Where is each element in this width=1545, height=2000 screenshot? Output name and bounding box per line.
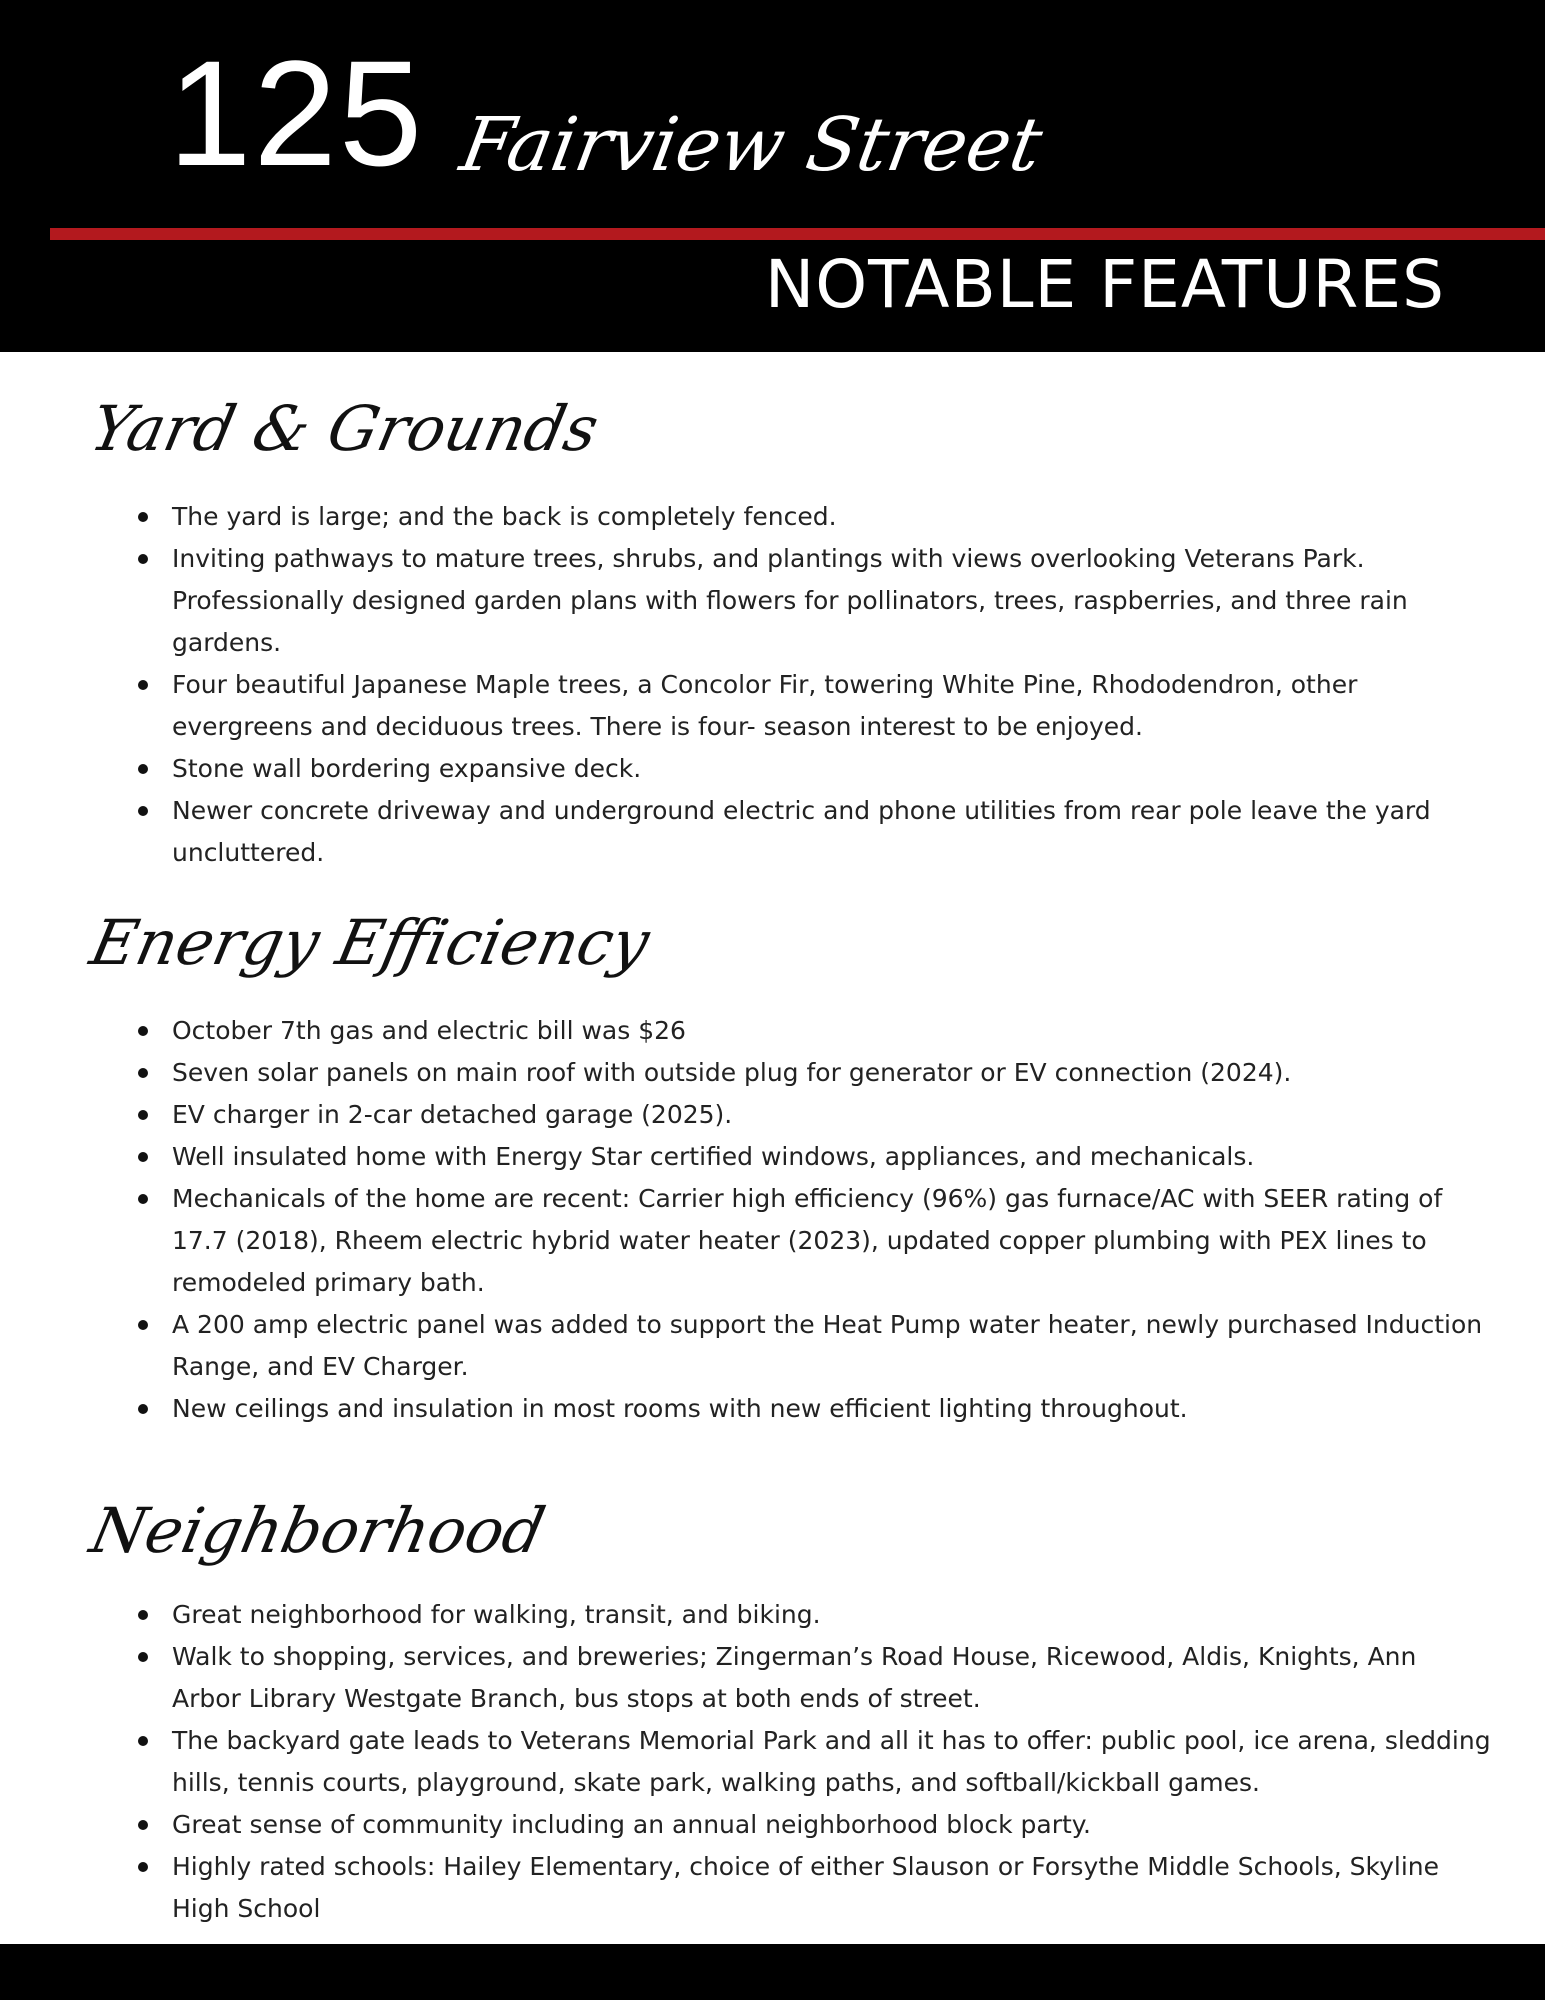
bullet-icon — [138, 680, 148, 690]
bullet-icon — [138, 764, 148, 774]
list-item — [172, 1304, 1492, 1388]
bullet-icon — [138, 1320, 148, 1330]
house-number: 125 — [168, 29, 425, 197]
page-title: NOTABLE FEATURES — [764, 246, 1445, 323]
neighborhood-list — [172, 1594, 1492, 1930]
accent-rule — [50, 228, 1545, 240]
footer-bar — [0, 1944, 1545, 2000]
list-item-text: Seven solar panels on main roof with outside plug for generator or EV connection (2024). — [172, 1058, 1292, 1087]
list-item-text: Inviting pathways to mature trees, shrubs, and plantings with views overlooking Veterans Park. Professionally designed garden plans with flowers for pollinators, trees, raspberries, and three rain gardens. — [172, 544, 1408, 657]
list-item — [172, 1094, 1492, 1136]
list-item — [172, 1846, 1492, 1930]
section-heading-yard-grounds: Yard & Grounds — [84, 392, 605, 465]
bullet-icon — [138, 1862, 148, 1872]
bullet-icon — [138, 1152, 148, 1162]
list-item-text: Highly rated schools: Hailey Elementary, choice of either Slauson or Forsythe Middle Schools, Skyline High School — [172, 1852, 1440, 1923]
header-banner — [0, 0, 1545, 352]
list-item-text: Walk to shopping, services, and breweries; Zingerman’s Road House, Ricewood, Aldis, Knights, Ann Arbor Library Westgate Branch, bus stops at both ends of street. — [172, 1642, 1417, 1713]
list-item — [172, 790, 1492, 874]
bullet-icon — [138, 1610, 148, 1620]
list-item-text: Well insulated home with Energy Star certified windows, appliances, and mechanicals. — [172, 1142, 1255, 1171]
bullet-icon — [138, 1110, 148, 1120]
list-item-text: A 200 amp electric panel was added to support the Heat Pump water heater, newly purchased Induction Range, and EV Charger. — [172, 1310, 1483, 1381]
list-item — [172, 1720, 1492, 1804]
list-item — [172, 496, 1492, 538]
list-item-text: New ceilings and insulation in most rooms with new efficient lighting throughout. — [172, 1394, 1188, 1423]
list-item — [172, 1010, 1492, 1052]
bullet-icon — [138, 1068, 148, 1078]
list-item-text: The backyard gate leads to Veterans Memorial Park and all it has to offer: public pool, ice arena, sledding hills, tennis courts, playground, skate park, walking paths, and softball/kickball games. — [172, 1726, 1491, 1797]
bullet-icon — [138, 1652, 148, 1662]
bullet-icon — [138, 554, 148, 564]
list-item-text: The yard is large; and the back is completely fenced. — [172, 502, 837, 531]
section-heading-neighborhood: Neighborhood — [84, 1494, 552, 1567]
list-item-text: EV charger in 2-car detached garage (2025). — [172, 1100, 733, 1129]
energy-efficiency-list — [172, 1010, 1492, 1430]
bullet-icon — [138, 1194, 148, 1204]
list-item — [172, 748, 1492, 790]
bullet-icon — [138, 1026, 148, 1036]
list-item — [172, 1594, 1492, 1636]
list-item-text: Stone wall bordering expansive deck. — [172, 754, 642, 783]
list-item — [172, 1636, 1492, 1720]
list-item — [172, 664, 1492, 748]
bullet-icon — [138, 512, 148, 522]
list-item-text: Great sense of community including an annual neighborhood block party. — [172, 1810, 1091, 1839]
list-item — [172, 1804, 1492, 1846]
list-item-text: Mechanicals of the home are recent: Carrier high efficiency (96%) gas furnace/AC with SEER rating of 17.7 (2018), Rheem electric hybrid water heater (2023), updated copper plumbing with PEX lines to remodeled primary bath. — [172, 1184, 1443, 1297]
list-item — [172, 1052, 1492, 1094]
list-item — [172, 1178, 1492, 1304]
list-item — [172, 538, 1492, 664]
bullet-icon — [138, 1736, 148, 1746]
bullet-icon — [138, 1820, 148, 1830]
list-item-text: October 7th gas and electric bill was $26 — [172, 1016, 686, 1045]
bullet-icon — [138, 806, 148, 816]
yard-grounds-list — [172, 496, 1492, 874]
list-item — [172, 1136, 1492, 1178]
list-item — [172, 1388, 1492, 1430]
list-item-text: Newer concrete driveway and underground electric and phone utilities from rear pole leave the yard uncluttered. — [172, 796, 1431, 867]
section-heading-energy-efficiency: Energy Efficiency — [84, 906, 656, 979]
street-name: Fairview Street — [454, 102, 1049, 188]
list-item-text: Four beautiful Japanese Maple trees, a Concolor Fir, towering White Pine, Rhododendron, other evergreens and deciduous trees. There is four- season interest to be enjoyed. — [172, 670, 1358, 741]
bullet-icon — [138, 1404, 148, 1414]
list-item-text: Great neighborhood for walking, transit, and biking. — [172, 1600, 821, 1629]
